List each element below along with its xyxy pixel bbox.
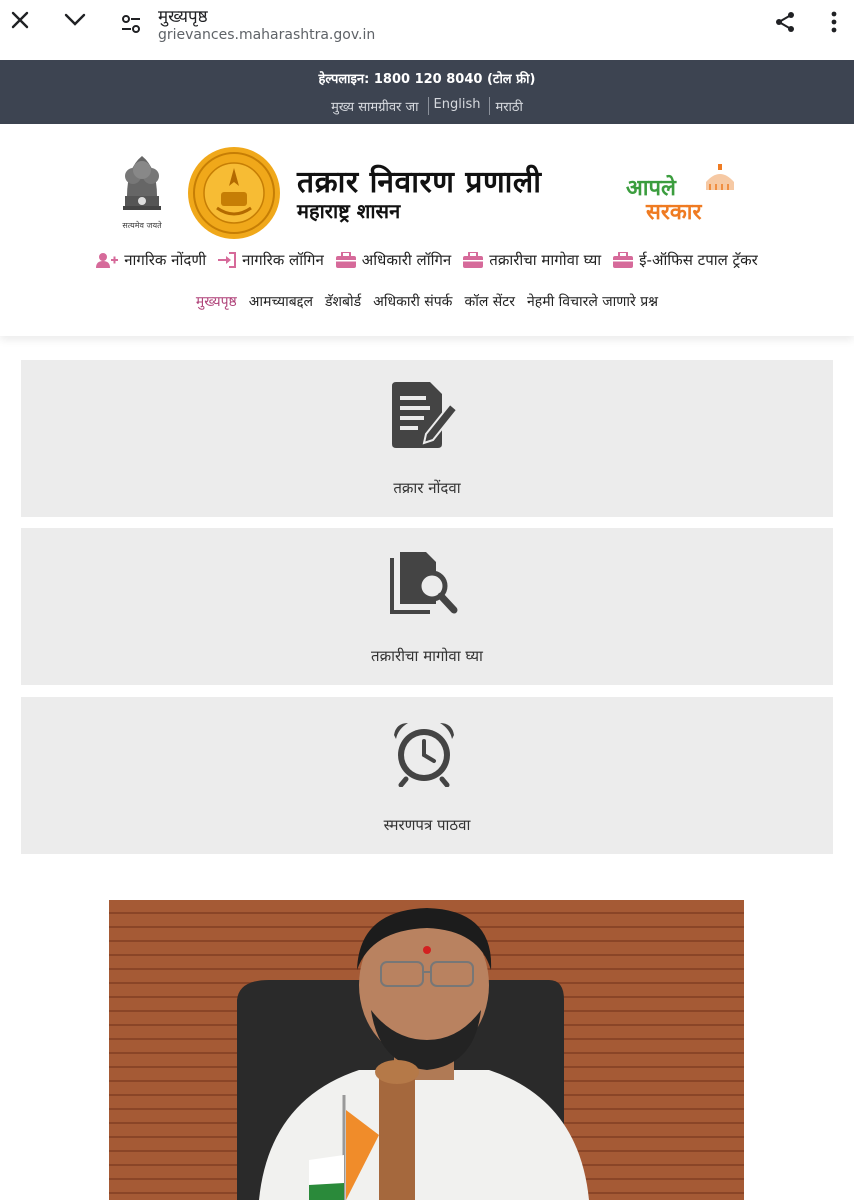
card-register-complaint[interactable] (21, 360, 833, 517)
share-icon[interactable] (773, 10, 797, 34)
more-vert-icon[interactable] (822, 10, 846, 34)
nav-label: ई-ऑफिस टपाल ट्रॅकर (639, 251, 758, 269)
card-send-reminder[interactable] (21, 697, 833, 854)
nav-citizen-login[interactable] (218, 250, 324, 270)
nav-label: तक्रारीचा मागोवा घ्या (489, 251, 602, 269)
nav-citizen-registration[interactable] (96, 250, 206, 270)
menu-officer-contact[interactable]: अधिकारी संपर्क (373, 294, 453, 310)
account-nav (0, 250, 854, 270)
skip-to-content-link[interactable]: मुख्य सामग्रीवर जा (331, 100, 419, 115)
user-plus-icon (96, 252, 118, 268)
close-icon[interactable] (8, 8, 32, 32)
chevron-down-icon[interactable] (63, 8, 87, 32)
briefcase-icon (336, 252, 356, 268)
main-menu (0, 292, 854, 311)
logo-line2: सरकार (646, 200, 702, 225)
card-label: तक्रार नोंदवा (393, 479, 461, 497)
top-links (0, 97, 854, 115)
menu-call-center[interactable]: कॉल सेंटर (464, 294, 516, 310)
menu-about[interactable]: आमच्याबद्दल (248, 294, 314, 310)
briefcase-icon (463, 252, 483, 268)
menu-home[interactable]: मुख्यपृष्ठ (195, 294, 237, 310)
national-emblem-logo (113, 148, 171, 234)
alarm-clock-icon (390, 719, 458, 787)
logo-line1: आपले (626, 176, 676, 201)
chief-minister-photo (109, 900, 744, 1200)
sign-in-icon (218, 252, 236, 268)
emblem-caption: सत्यमेव जयते (122, 221, 162, 230)
nav-label: नागरिक लॉगिन (242, 251, 324, 269)
page-title: मुख्यपृष्ठ (158, 7, 208, 27)
briefcase-icon (613, 252, 633, 268)
top-info-bar (0, 60, 854, 124)
helpline-text: हेल्पलाइन: 1800 120 8040 (टोल फ्री) (318, 72, 536, 87)
aaple-sarkar-logo (624, 162, 740, 226)
card-label: स्मरणपत्र पाठवा (383, 816, 471, 834)
site-subtitle: महाराष्ट्र शासन (297, 199, 401, 223)
english-link[interactable]: English (428, 97, 486, 115)
url-text[interactable]: grievances.maharashtra.gov.in (158, 27, 376, 43)
nav-track-complaint[interactable] (463, 250, 601, 270)
card-label: तक्रारीचा मागोवा घ्या (371, 647, 483, 665)
document-search-icon (390, 550, 458, 618)
marathi-link[interactable]: मराठी (489, 97, 527, 115)
menu-faq[interactable]: नेहमी विचारले जाणारे प्रश्न (527, 294, 659, 310)
maharashtra-seal-logo (187, 146, 281, 240)
browser-toolbar (0, 0, 854, 60)
nav-label: अधिकारी लॉगिन (361, 251, 452, 269)
site-settings-icon[interactable] (119, 12, 143, 36)
nav-eoffice-tracker[interactable] (613, 250, 758, 270)
site-title: तक्रार निवारण प्रणाली (297, 165, 542, 200)
menu-dashboard[interactable]: डॅशबोर्ड (325, 294, 362, 310)
nav-label: नागरिक नोंदणी (124, 251, 207, 269)
document-edit-icon (390, 382, 458, 450)
card-track-complaint[interactable] (21, 528, 833, 685)
nav-officer-login[interactable] (336, 250, 451, 270)
